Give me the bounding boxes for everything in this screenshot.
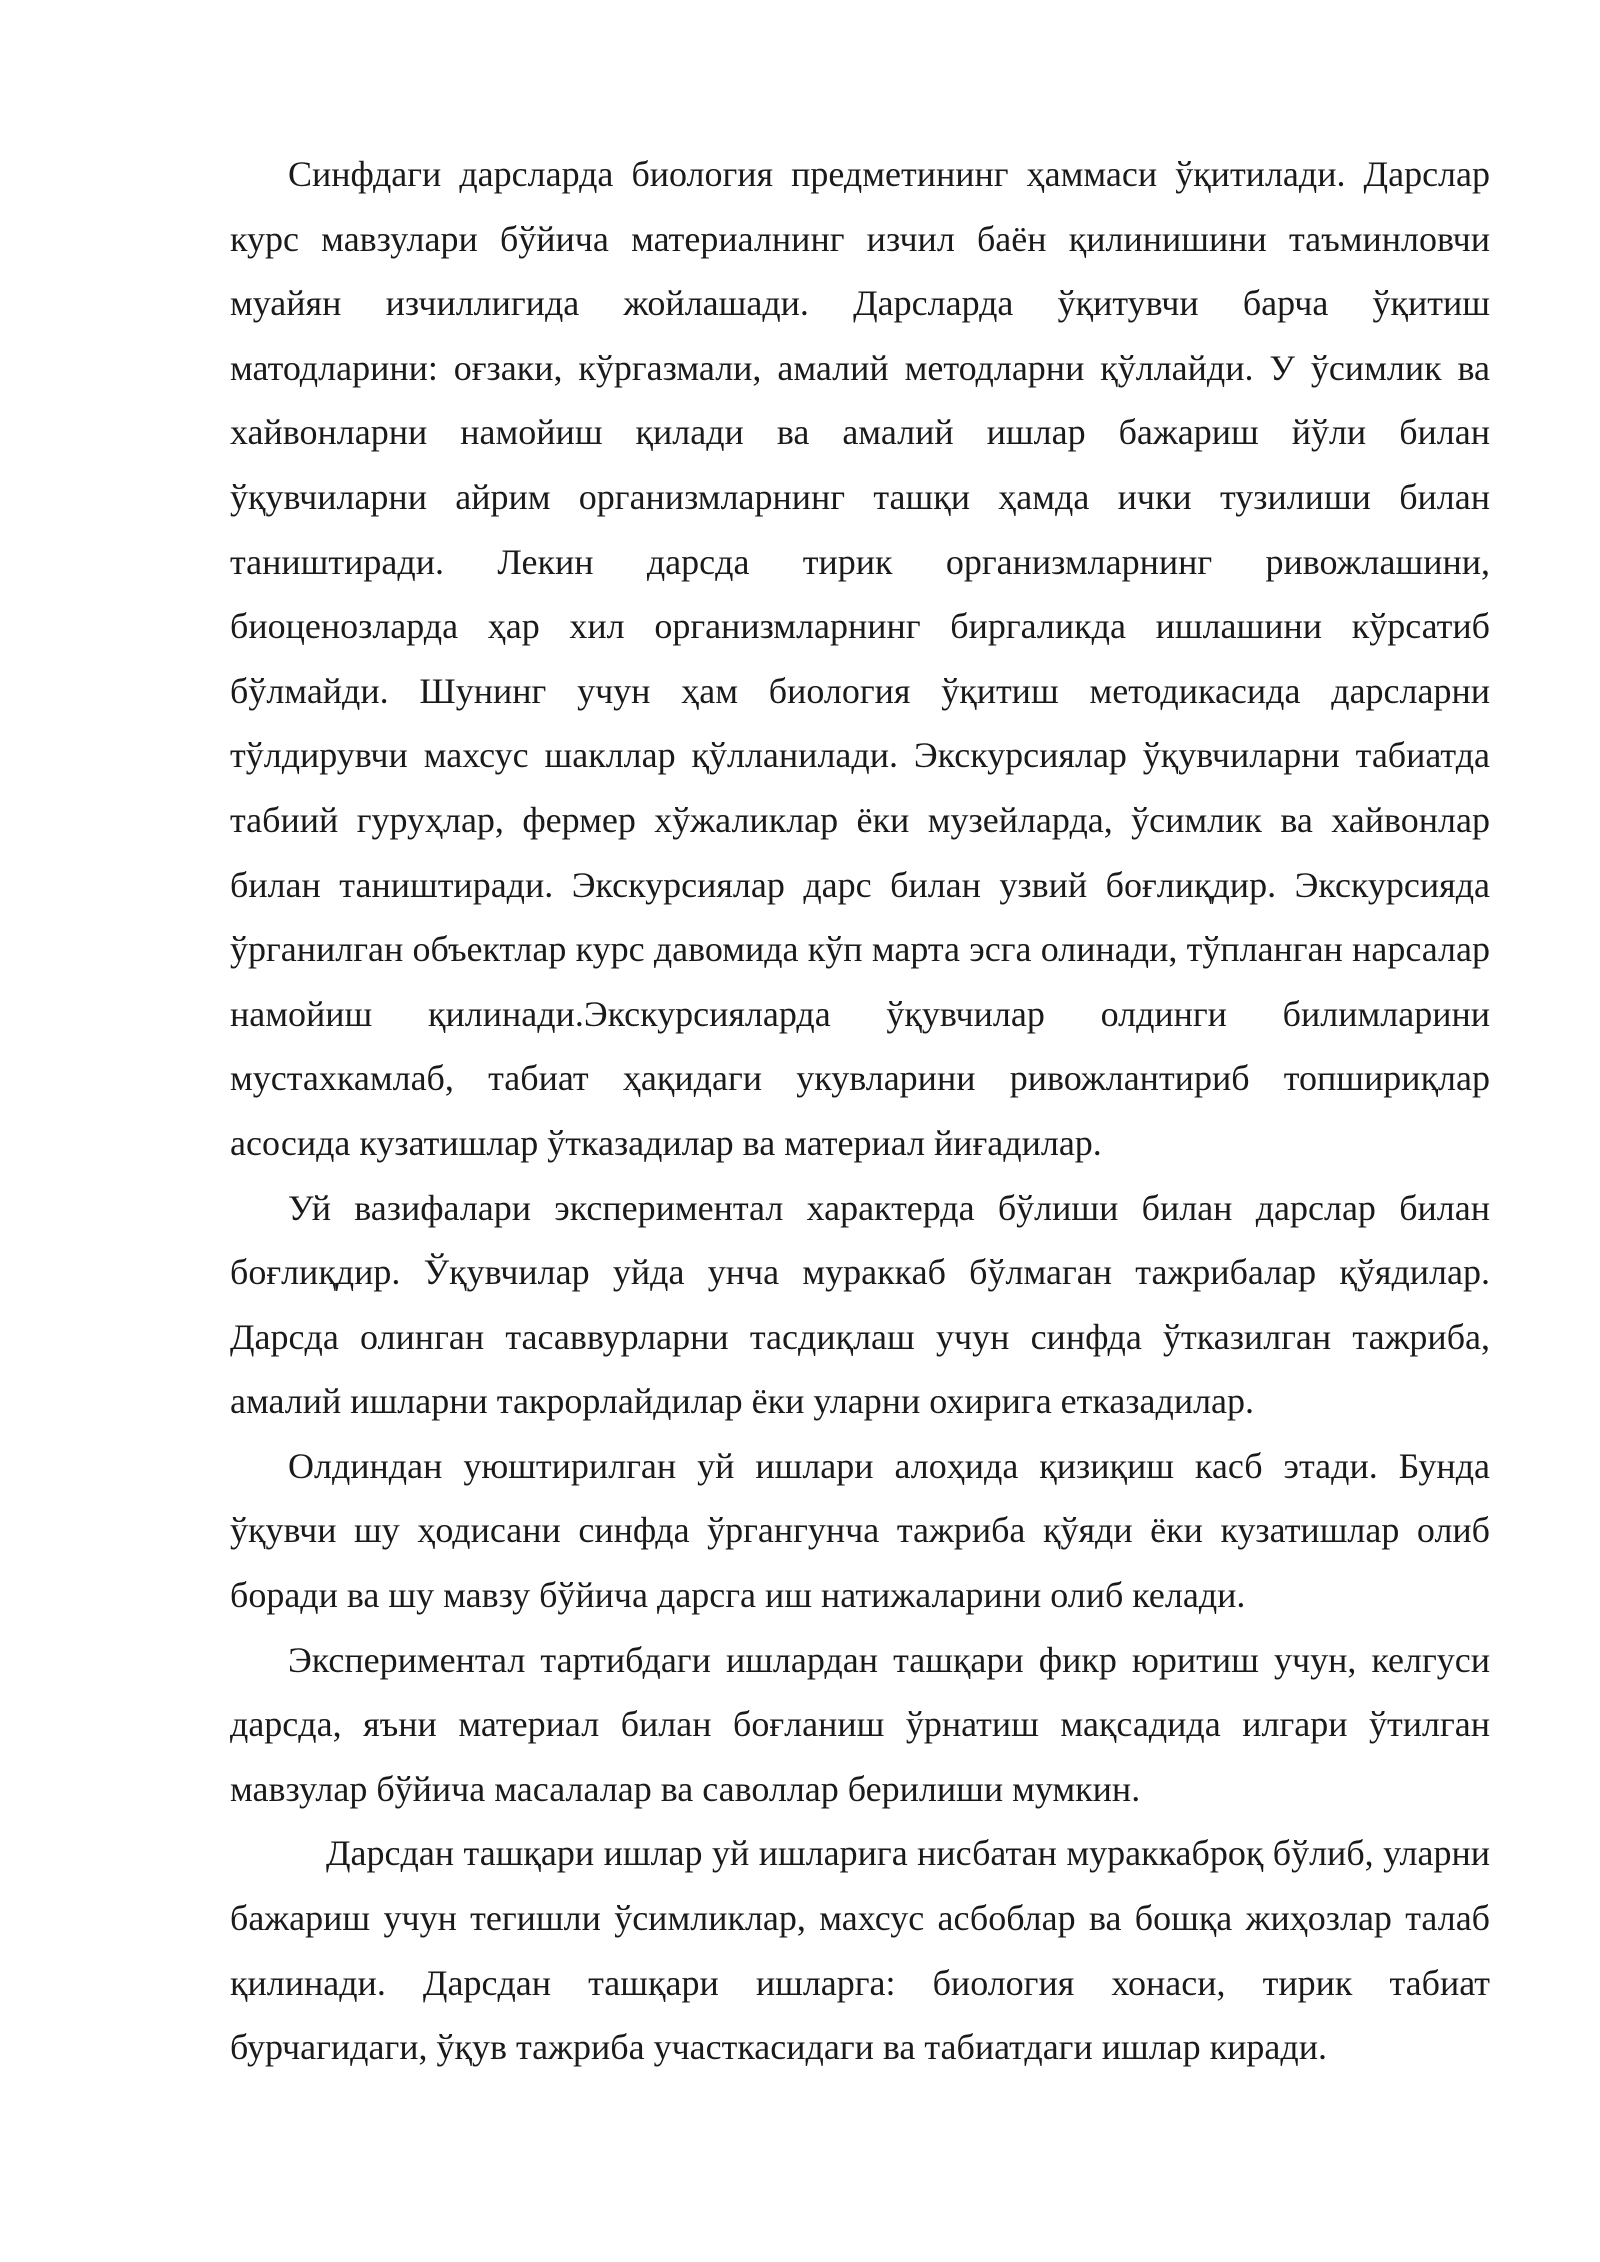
document-page	[230, 142, 1490, 2080]
paragraph-advance-homework: Олдиндан уюштирилган уй ишлари алоҳида қизиқиш касб этади. Бунда ўқувчи шу ҳодисани синфда ўргангунча тажриба қўяди ёки кузатишлар олиб боради ва шу мавзу бўйича дарсга иш натижаларини олиб келади.	[230, 1445, 1490, 1616]
paragraph-lessons-and-excursions: Синфдаги дарсларда биология предметининг ҳаммаси ўқитилади. Дарслар курс мавзулари бўйича материалнинг изчил баён қилинишини таъминловчи муайян изчиллигида жойлашади. Дарсларда ўқитувчи барча ўқитиш матодларини: оғзаки, кўргазмали, амалий методларни қўллайди. У ўсимлик ва хайвонларни намойиш қилади ва амалий ишлар бажариш йўли билан ўқувчиларни айрим организмларнинг ташқи ҳамда ички тузилиши билан таништиради. Лекин дарсда тирик организмларнинг ривожлашини, биоценозларда ҳар хил организмларнинг биргаликда ишлашини кўрсатиб бўлмайди. Шунинг учун ҳам биология ўқитиш методикасида дарсларни тўлдирувчи махсус шакллар қўлланилади. Экскурсиялар ўқувчиларни табиатда табиий гуруҳлар, фермер хўжаликлар ёки музейларда, ўсимлик ва хайвонлар билан таништиради. Экскурсиялар дарс билан узвий боғлиқдир. Экскурсияда ўрганилган объектлар курс давомида кўп марта эсга олинади, тўпланган нарсалар намойиш қилинади.Экскурсияларда ўқувчилар олдинги билимларини мустахкамлаб, табиат ҳақидаги укувларини ривожлантириб топшириқлар асосида кузатишлар ўтказадилар ва материал йиғадилар.	[230, 154, 1490, 1163]
paragraph-review-questions: Экспериментал тартибдаги ишлардан ташқари фикр юритиш учун, келгуси дарсда, яъни материал билан боғланиш ўрнатиш мақсадида илгари ўтилган мавзулар бўйича масалалар ва саволлар берилиши мумкин.	[230, 1639, 1490, 1809]
paragraph-extracurricular-work: Дарсдан ташқари ишлар уй ишларига нисбатан мураккаброқ бўлиб, уларни бажариш учун тегишли ўсимликлар, махсус асбоблар ва бошқа жиҳозлар талаб қилинади. Дарсдан ташқари ишларга: биология хонаси, тирик табиат бурчагидаги, ўқув тажриба участкасидаги ва табиатдаги ишлар киради.	[230, 1833, 1490, 2068]
paragraph-homework: Уй вазифалари экспериментал характерда бўлиши билан дарслар билан боғлиқдир. Ўқувчилар уйда унча мураккаб бўлмаган тажрибалар қўядилар. Дарсда олинган тасаввурларни тасдиқлаш учун синфда ўтказилган тажриба, амалий ишларни такрорлайдилар ёки уларни охирига етказадилар.	[230, 1187, 1490, 1422]
